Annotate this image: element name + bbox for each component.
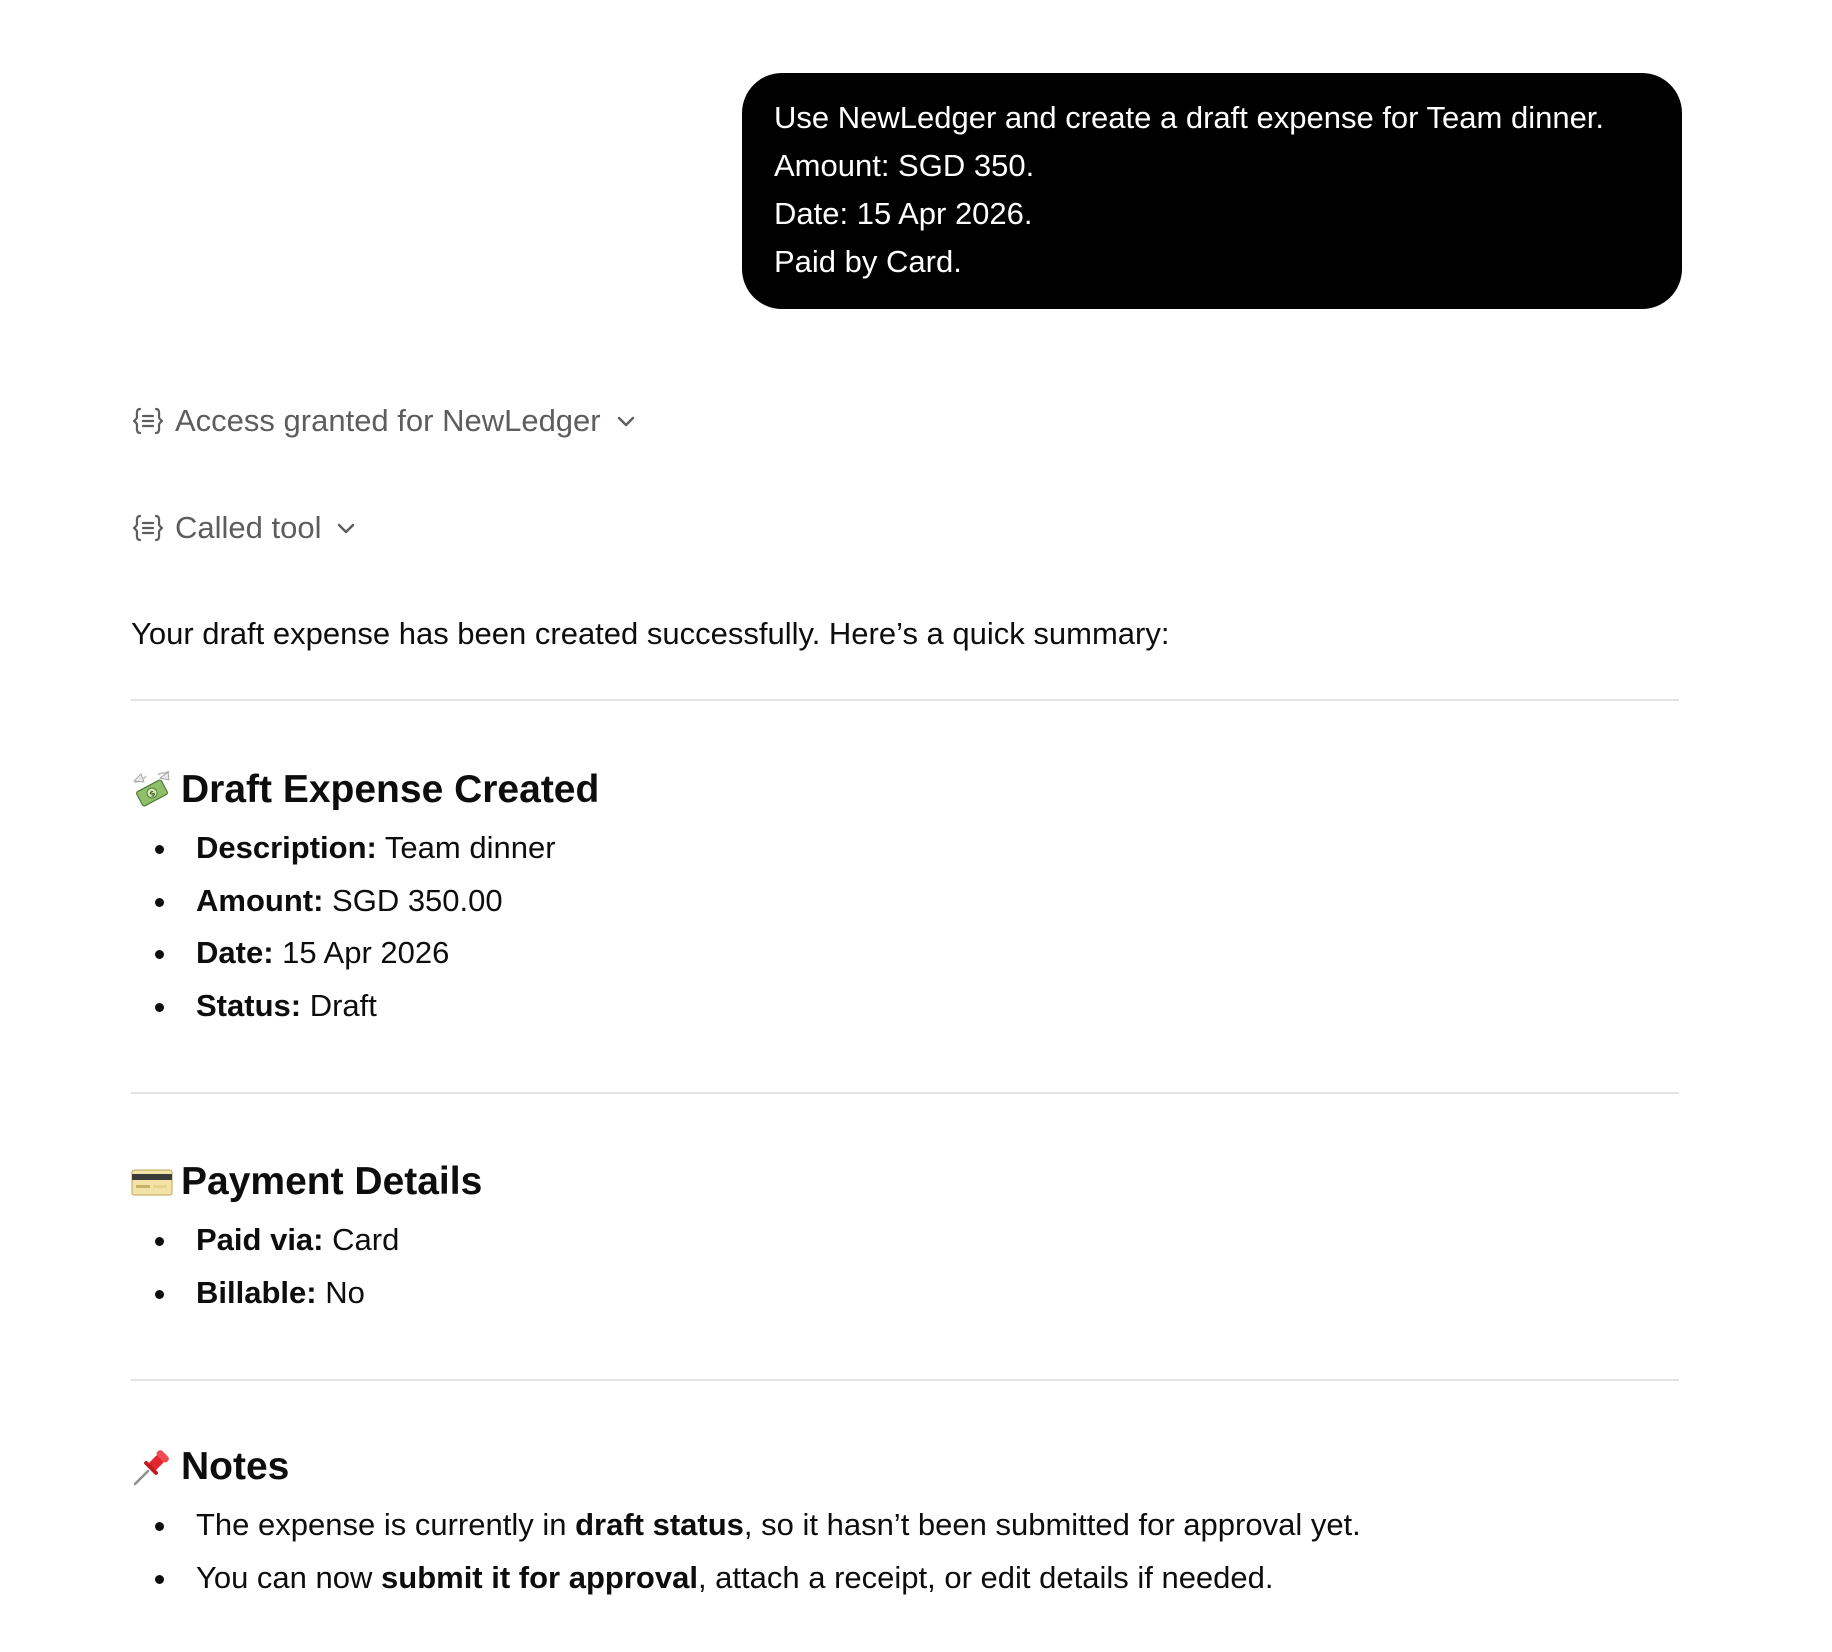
divider [131,1379,1679,1381]
section-title-notes [131,1441,1679,1493]
section-title-text: Payment Details [181,1160,483,1203]
section-title-text: Notes [181,1445,290,1488]
list-item [131,980,1679,1033]
item-value: Team dinner [384,830,556,865]
tool-call-label: Called tool [175,510,322,545]
item-value: Card [332,1222,400,1257]
user-message-row [742,73,1682,309]
list-item [131,1214,1679,1267]
payment-details-list [131,1214,1679,1319]
money-with-wings-icon [131,769,173,811]
divider [131,699,1679,701]
chevron-down-icon [333,515,359,541]
notes-list [131,1499,1679,1604]
item-value: Draft [309,987,377,1023]
tool-call-label: Access granted for NewLedger [175,403,601,438]
response-intro: Your draft expense has been created successfully. Here’s a quick summary: [131,616,1170,651]
pushpin-icon [131,1446,173,1488]
item-label: Amount: [196,882,324,918]
user-message-line: Use NewLedger and create a draft expense for Team dinner. [774,100,1605,135]
list-item [131,927,1679,980]
item-value: SGD 350.00 [332,882,503,918]
note-emphasis: submit it for approval [381,1559,698,1595]
list-item [131,1267,1679,1320]
tool-call-access-granted[interactable] [131,395,1679,447]
svg-text:$: $ [147,788,158,800]
note-text: You can now [196,1559,382,1595]
section-title-draft-expense [131,764,1679,816]
braces-list-icon [131,511,165,545]
item-value: No [325,1274,365,1310]
credit-card-icon [131,1161,173,1203]
divider [131,1092,1679,1094]
note-text: , attach a receipt, or edit details if needed. [697,1559,1274,1595]
user-message-line: Date: 15 Apr 2026. [774,196,1033,231]
note-text: , so it hasn’t been submitted for approval yet. [743,1507,1361,1542]
note-text: The expense is currently in [196,1507,576,1542]
item-label: Description: [196,830,377,865]
item-label: Date: [196,935,274,970]
braces-list-icon [131,404,165,438]
draft-expense-list [131,822,1679,1032]
section-title-payment-details [131,1156,1679,1208]
item-label: Billable: [196,1274,317,1310]
user-message-line: Amount: SGD 350. [774,148,1035,183]
list-item [131,1552,1679,1605]
list-item [131,1499,1679,1552]
assistant-message [131,395,1679,1604]
item-label: Status: [196,987,302,1023]
section-title-text: Draft Expense Created [181,768,600,811]
note-emphasis: draft status [575,1507,744,1542]
list-item [131,822,1679,875]
list-item [131,875,1679,928]
user-message-line: Paid by Card. [774,244,962,279]
item-value: 15 Apr 2026 [282,935,450,970]
tool-call-called-tool[interactable] [131,502,1679,554]
user-message-bubble [742,73,1682,309]
item-label: Paid via: [196,1222,324,1257]
chevron-down-icon [613,408,639,434]
